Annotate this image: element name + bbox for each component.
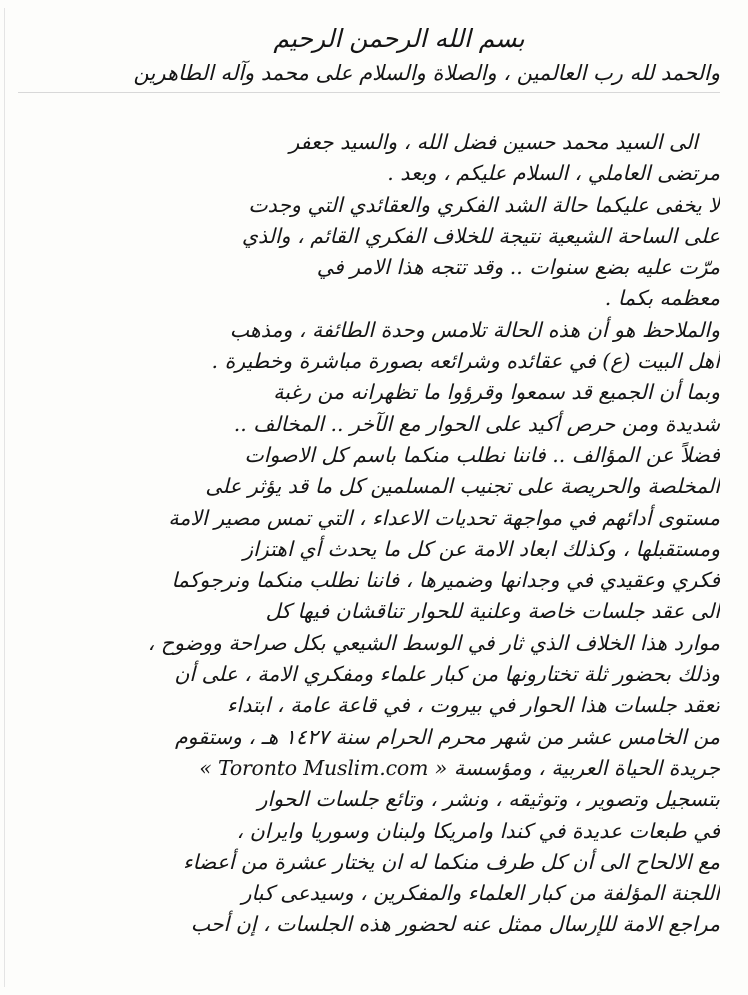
letter-line: في طبعات عديدة في كندا وامريكا ولبنان وسوريا وايران ، bbox=[236, 818, 720, 843]
letter-line: لا يخفى عليكما حالة الشد الفكري والعقائدي التي وجدت bbox=[248, 192, 720, 217]
letter-line: بتسجيل وتصوير ، وتوثيقه ، ونشر ، وتائع جلسات الحوار bbox=[257, 787, 720, 812]
opening-line: والحمد لله رب العالمين ، والصلاة والسلام على محمد وآله الطاهرين bbox=[18, 58, 720, 93]
letter-line: اللجنة المؤلفة من كبار العلماء والمفكرين ، وسيدعى كبار bbox=[241, 881, 720, 906]
scan-edge bbox=[4, 8, 5, 987]
letter-line: أهل البيت (ع) في عقائده وشرائعه بصورة مباشرة وخطيرة . bbox=[211, 349, 720, 374]
letter-line: وذلك بحضور ثلة تختارونها من كبار علماء ومفكري الامة ، على أن bbox=[174, 662, 720, 687]
basmala-heading: بسم الله الرحمن الرحيم bbox=[273, 24, 525, 53]
letter-line: وبما أن الجميع قد سمعوا وقرؤوا ما تظهرانه من رغبة bbox=[273, 380, 720, 405]
letter-line: ومستقبلها ، وكذلك ابعاد الامة عن كل ما يحدث أي اهتزاز bbox=[243, 536, 720, 561]
letter-line: مرّت عليه بضع سنوات .. وقد تتجه هذا الامر في bbox=[316, 255, 720, 280]
letter-line: والملاحظ هو أن هذه الحالة تلامس وحدة الطائفة ، ومذهب bbox=[229, 317, 720, 342]
letter-line: جريدة الحياة العربية ، ومؤسسة « Toronto Muslim.com » bbox=[199, 755, 720, 780]
letter-line: فضلاً عن المؤالف .. فاننا نطلب منكما باسم كل الاصوات bbox=[244, 442, 720, 467]
letter-line: تعقد جلسات هذا الحوار في بيروت ، في قاعة عامة ، ابتداء bbox=[226, 693, 720, 718]
letter-line: فكري وعقيدي في وجدانها وضميرها ، فاننا نطلب منكما ونرجوكما bbox=[171, 568, 720, 593]
letter-line: من الخامس عشر من شهر محرم الحرام سنة ١٤٢٧ هـ ، وستقوم bbox=[174, 724, 720, 749]
letter-line: شديدة ومن حرص أكيد على الحوار مع الآخر .. المخالف .. bbox=[233, 411, 720, 436]
letter-line: موارد هذا الخلاف الذي ثار في الوسط الشيعي بكل صراحة ووضوح ، bbox=[147, 630, 720, 655]
letter-line: الى عقد جلسات خاصة وعلنية للحوار تناقشان فيها كل bbox=[265, 599, 720, 624]
letter-line: على الساحة الشيعية نتيجة للخلاف الفكري القائم ، والذي bbox=[241, 223, 720, 248]
letter-line: مع الالحاح الى أن كل طرف منكما له ان يختار عشرة من أعضاء bbox=[183, 849, 720, 874]
letter-body bbox=[18, 127, 720, 941]
letter-line: الى السيد محمد حسين فضل الله ، والسيد جعفر bbox=[289, 130, 698, 154]
letter-line: مرتضى العاملي ، السلام عليكم ، وبعد . bbox=[387, 161, 720, 186]
letter-line: مراجع الامة للإرسال ممثل عنه لحضور هذه الجلسات ، إن أحب bbox=[190, 912, 720, 937]
letter-line: معظمه بكما . bbox=[604, 286, 720, 311]
letter-line: المخلصة والحريصة على تجنيب المسلمين كل ما قد يؤثر على bbox=[205, 474, 720, 499]
letter-line: مستوى أدائهم في مواجهة تحديات الاعداء ، التي تمس مصير الامة bbox=[168, 505, 720, 530]
